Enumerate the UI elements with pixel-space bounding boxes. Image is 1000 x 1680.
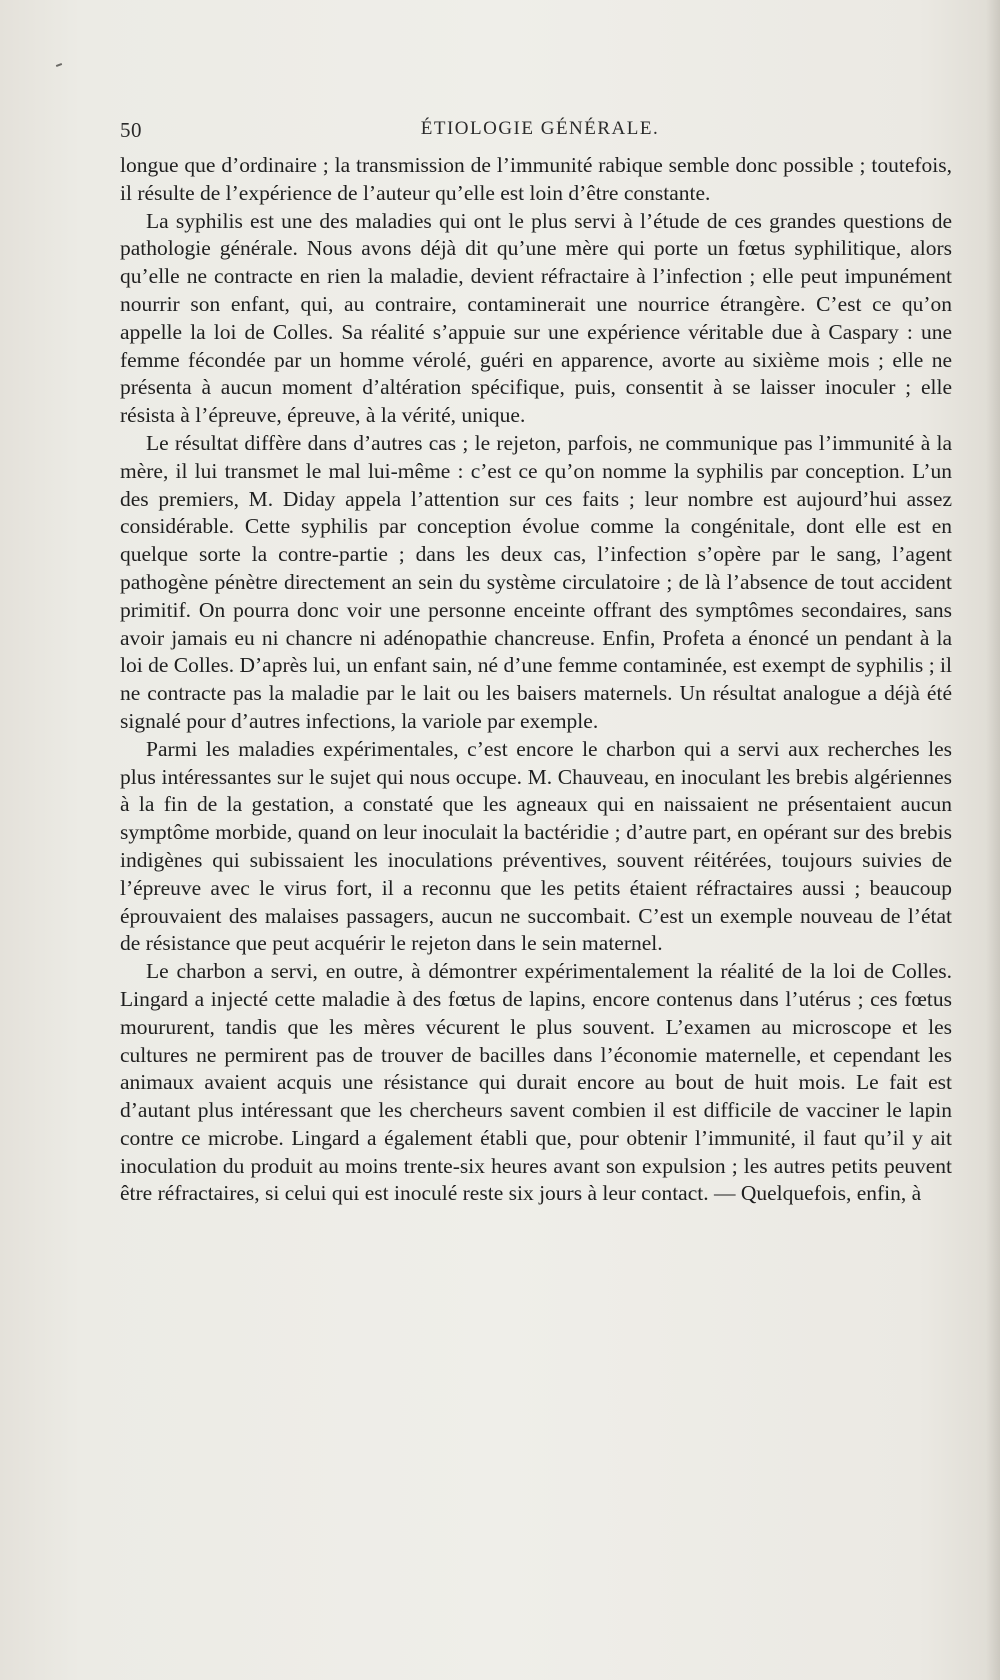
paragraph-syphilis-colles-law: La syphilis est une des maladies qui ont le plus servi à l’étude de ces grandes questions de pathologie générale. Nous avons déjà dit qu’une mère qui porte un fœtus syphilitique, alors qu’elle ne contracte en rien la maladie, devient réfractaire à l’infection ; elle peut impunément nourrir son enfant, qui, au contraire, contaminerait une nourrice étrangère. C’est ce qu’on appelle la loi de Colles. Sa réalité s’appuie sur une expérience véritable due à Caspary : une femme fécondée par un homme vérolé, guéri en apparence, avorte au sixième mois ; elle ne présenta à aucun moment d’altération spécifique, puis, consentit à se laisser inoculer ; elle résista à l’épreuve, épreuve, à la vérité, unique. bbox=[120, 208, 952, 428]
page-header bbox=[120, 118, 960, 150]
ink-speck bbox=[56, 63, 62, 67]
paragraph-anthrax-lingard: Le charbon a servi, en outre, à démontrer expérimentalement la réalité de la loi de Colles. Lingard a injecté cette maladie à des fœtus de lapins, encore contenus dans l’utérus ; ces fœtus moururent, tandis que les mères vécurent le plus souvent. L’examen au microscope et les cultures ne permirent pas de trouver de bacilles dans l’économie maternelle, et cependant les animaux avaient acquis une résistance qui durait encore au bout de huit mois. Le fait est d’autant plus intéressant que les chercheurs savent combien il est difficile de vacciner le lapin contre ce microbe. Lingard a également établi que, pour obtenir l’immunité, il faut qu’il y ait inoculation du produit au moins trente-six heures avant son expulsion ; les autres petits peuvent être réfractaires, si celui qui est inoculé reste six jours à leur contact. — Quelquefois, enfin, à bbox=[120, 959, 952, 1206]
paragraph-anthrax-chauveau: Parmi les maladies expérimentales, c’est encore le charbon qui a servi aux recherches les plus intéressantes sur le sujet qui nous occupe. M. Chauveau, en inoculant les brebis algériennes à la fin de la gestation, a constaté que les agneaux qui en naissaient ne présentaient aucun symptôme morbide, quand on leur inoculait la bactéridie ; d’autre part, en opérant sur des brebis indigènes qui subissaient les inoculations préventives, souvent réitérées, toujours suivies de l’épreuve avec le virus fort, il a reconnu que les petits étaient réfractaires aussi ; beaucoup éprouvaient des malaises passagers, aucun ne succombait. C’est un exemple nouveau de l’état de résistance que peut acquérir le rejeton dans le sein maternel. bbox=[120, 736, 952, 956]
page-edge-shadow bbox=[986, 0, 1000, 1680]
running-title: ÉTIOLOGIE GÉNÉRALE. bbox=[420, 118, 660, 139]
paragraph-syphilis-by-conception: Le résultat diffère dans d’autres cas ; le rejeton, parfois, ne communique pas l’immunité à la mère, il lui transmet le mal lui-même : c’est ce qu’on nomme la syphilis par conception. L’un des premiers, M. Diday appela l’attention sur ces faits ; leur nombre est aujourd’hui assez considérable. Cette syphilis par conception évolue comme la congénitale, dont elle est en quelque sorte la contre-partie ; dans les deux cas, l’infection s’opère par le sang, l’agent pathogène pénètre directement an sein du système circulatoire ; de là l’absence de tout accident primitif. On pourra donc voir une personne enceinte offrant des symptômes secondaires, sans avoir jamais eu ni chancre ni adénopathie chancreuse. Enfin, Profeta a énoncé un pendant à la loi de Colles. D’après lui, un enfant sain, né d’une femme contaminée, est exempt de syphilis ; il ne contracte pas la maladie par le lait ou les baisers maternels. Un résultat analogue a déjà été signalé pour d’autres infections, la variole par exemple. bbox=[120, 430, 952, 733]
page-number: 50 bbox=[120, 118, 142, 142]
paragraph-continuation: longue que d’ordinaire ; la transmission de l’immunité rabique semble donc possible ; toutefois, il résulte de l’expérience de l’auteur qu’elle est loin d’être constante. bbox=[120, 153, 952, 205]
body-text bbox=[120, 152, 952, 1208]
